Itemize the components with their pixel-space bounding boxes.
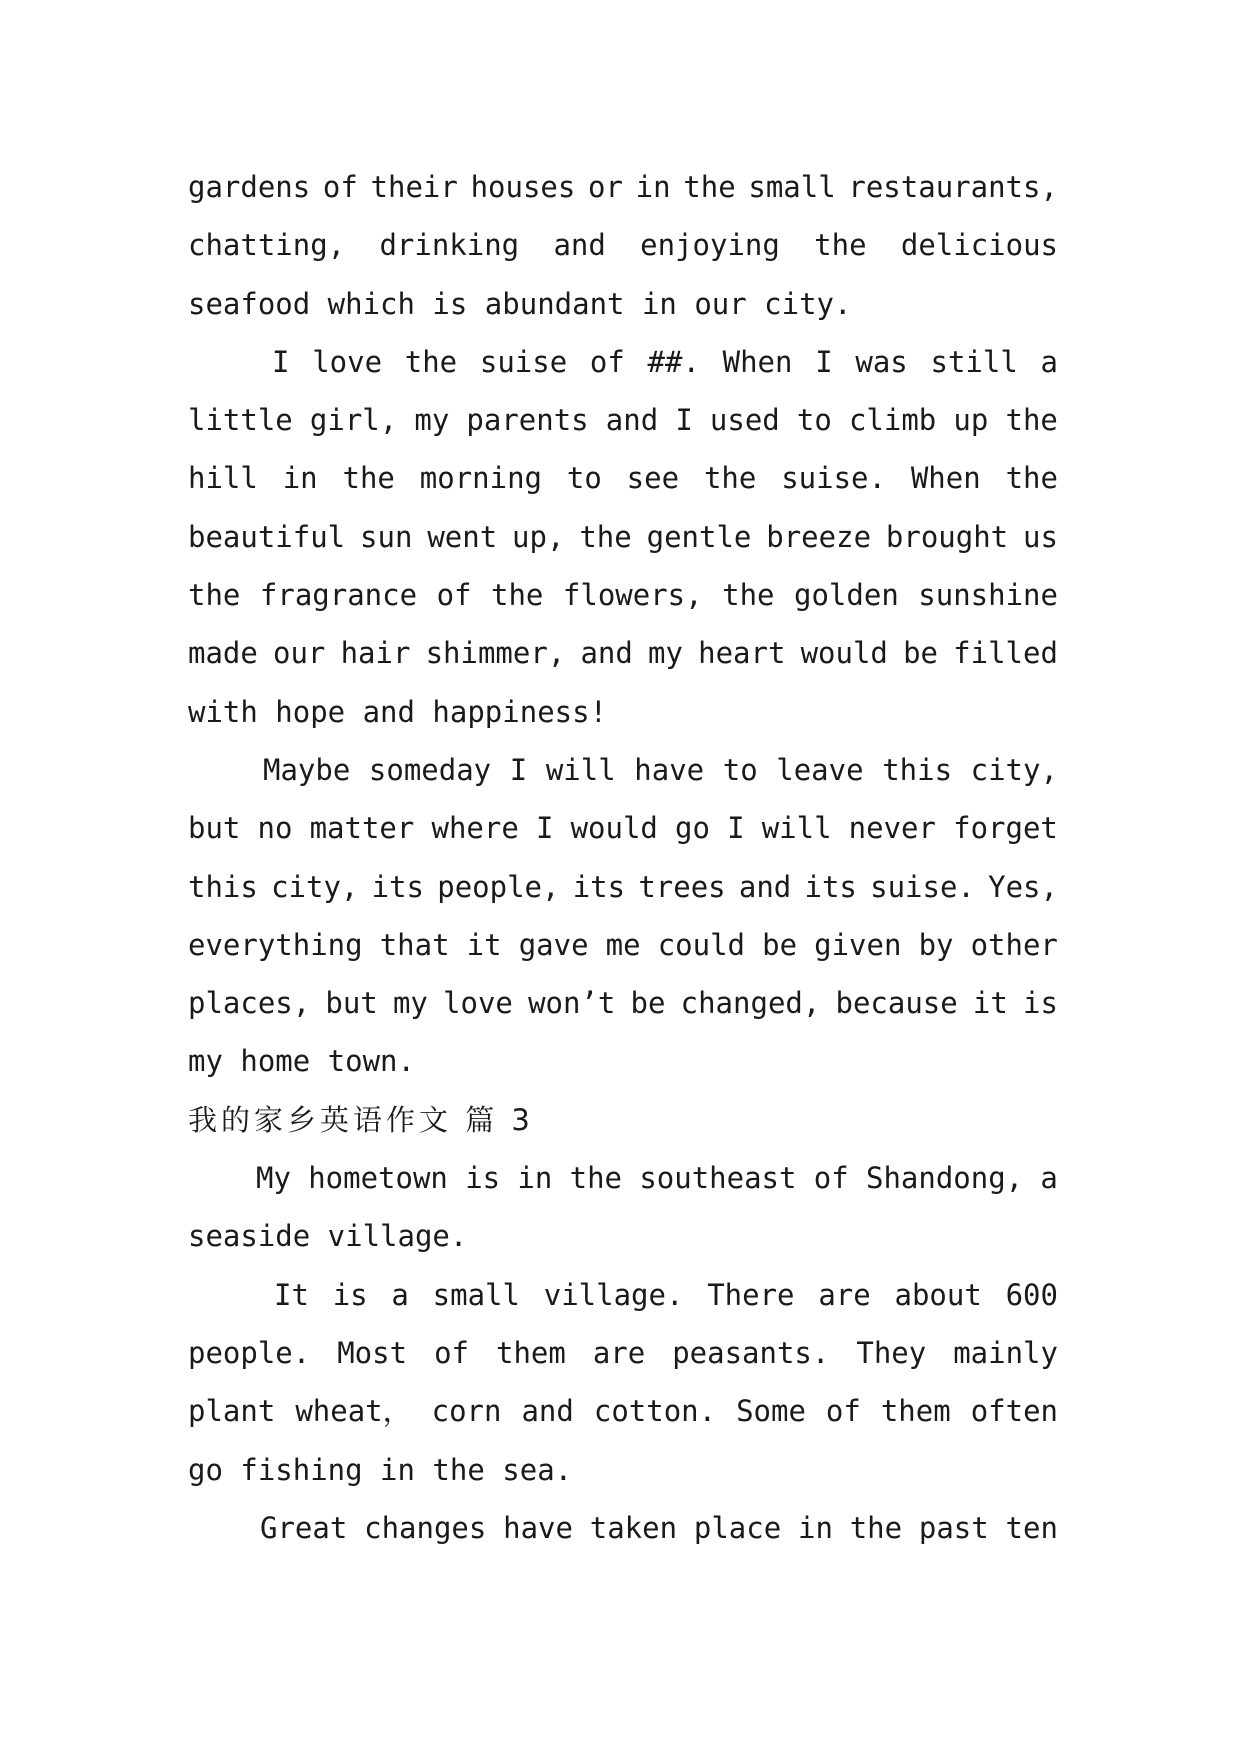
word: people. [188, 1335, 311, 1370]
word: in [517, 1161, 553, 1196]
text-line [188, 741, 1058, 799]
word: have [503, 1510, 573, 1545]
word: hair [340, 636, 411, 671]
word: a [1040, 1161, 1058, 1196]
word: could [657, 927, 745, 962]
word: Great [260, 1510, 348, 1545]
word: us [1023, 519, 1058, 554]
word: ten [1005, 1510, 1058, 1545]
word: the [579, 519, 632, 554]
word: Some [736, 1394, 806, 1429]
word: love [312, 344, 383, 379]
word: mainly [953, 1335, 1058, 1370]
word: girl, [309, 403, 398, 438]
word: never [848, 811, 936, 846]
word: and [605, 403, 659, 438]
word: suise. [781, 461, 886, 496]
word: Most [337, 1335, 408, 1370]
text-line [188, 974, 1058, 1032]
word: fragrance [259, 578, 418, 613]
text-line: go fishing in the sea. [188, 1452, 573, 1487]
word: taken [589, 1510, 678, 1545]
word: to [722, 752, 758, 787]
word: it [972, 986, 1008, 1021]
word: will [545, 752, 616, 787]
word: heart [698, 636, 786, 671]
word: Shandong, [865, 1161, 1024, 1196]
word: When [722, 344, 793, 379]
word: wheat， [295, 1394, 412, 1429]
text-line [188, 916, 1058, 974]
text-line: with hope and happiness! [188, 694, 608, 729]
word: someday [368, 752, 492, 787]
word: plant [188, 1394, 276, 1429]
word: There [707, 1277, 795, 1312]
word: little [188, 403, 293, 438]
word: the [683, 170, 736, 204]
word: village. [543, 1277, 684, 1312]
word: and [521, 1394, 574, 1429]
word: golden [794, 578, 899, 613]
word: and [580, 636, 633, 671]
text-line [188, 799, 1058, 857]
word: but [188, 811, 241, 846]
word: of [589, 344, 625, 379]
word: in [635, 170, 671, 204]
word: often [970, 1394, 1058, 1429]
word: restaurants, [848, 170, 1058, 204]
word: breeze [766, 519, 872, 554]
word: still [930, 344, 1018, 379]
word: everything [188, 927, 363, 962]
word: gentle [646, 519, 752, 554]
word: the [404, 344, 458, 379]
word: is [1022, 986, 1058, 1021]
word: changed, [680, 986, 821, 1021]
word: beautiful [188, 519, 346, 554]
word: I [509, 752, 528, 787]
text-line [188, 858, 1058, 916]
word: flowers, [562, 578, 703, 613]
word: leave [776, 752, 864, 787]
word: sunshine [918, 578, 1058, 613]
word: about [894, 1277, 982, 1312]
word: my [392, 986, 428, 1021]
word: enjoying [640, 228, 780, 263]
word: drinking [379, 228, 520, 263]
word: them [880, 1394, 951, 1429]
word: this [188, 869, 258, 904]
word: I [815, 344, 833, 379]
word: suise [479, 344, 568, 379]
word: trees [638, 869, 726, 904]
word: the [722, 578, 775, 613]
word: that [379, 927, 450, 962]
word: them [495, 1335, 566, 1370]
word: It [274, 1277, 309, 1312]
word: filled [953, 636, 1058, 671]
word: cotton. [593, 1394, 717, 1429]
word: the [1005, 403, 1058, 438]
word: in [797, 1510, 833, 1545]
text-line [188, 1499, 1058, 1557]
text-line [188, 449, 1058, 507]
word: peasants. [672, 1335, 830, 1370]
word: and [738, 869, 792, 904]
word: the [342, 461, 395, 496]
text-line [188, 216, 1058, 274]
word: the [188, 578, 241, 613]
text-line [188, 1149, 1058, 1207]
text-line [188, 566, 1058, 624]
word: up, [512, 519, 565, 554]
word: to [566, 461, 602, 496]
word: shimmer, [425, 636, 566, 671]
word: and [553, 228, 606, 263]
word: suise. [870, 869, 975, 904]
word: delicious [900, 228, 1058, 263]
word: city, [970, 752, 1058, 787]
word: used [709, 403, 780, 438]
word: past [918, 1510, 989, 1545]
word: to [796, 403, 832, 438]
word: Maybe [263, 752, 351, 787]
word: our [273, 636, 326, 671]
word: I [727, 811, 745, 846]
word: 600 [1005, 1277, 1058, 1312]
text-line [188, 391, 1058, 449]
text-line [188, 624, 1058, 682]
word: went [427, 519, 498, 554]
word: is [332, 1277, 368, 1312]
word: or [588, 170, 623, 204]
word: see [626, 461, 680, 496]
text-line: seafood which is abundant in our city. [188, 286, 852, 321]
word: houses [470, 170, 576, 204]
text-line [188, 1266, 1058, 1324]
word: people, [437, 869, 560, 904]
word: my [648, 636, 683, 671]
word: are [818, 1277, 871, 1312]
word: ##. [647, 344, 700, 379]
word: would [800, 636, 888, 671]
word: sun [360, 519, 413, 554]
word: chatting, [188, 228, 346, 263]
word: made [188, 636, 258, 671]
word: be [903, 636, 938, 671]
word: climb [848, 403, 937, 438]
word: of [436, 578, 472, 613]
word: the [569, 1161, 623, 1196]
word: was [855, 344, 908, 379]
text-line [188, 1324, 1058, 1382]
word: city, [271, 869, 359, 904]
word: won’t [528, 986, 616, 1021]
section-heading: 我的家乡英语作文 篇 3 [188, 1102, 534, 1137]
word: in [282, 461, 318, 496]
word: forget [953, 811, 1058, 846]
word: of [825, 1394, 861, 1429]
word: love [443, 986, 513, 1021]
word: of [434, 1335, 469, 1370]
word: given [814, 927, 902, 962]
word: their [370, 170, 458, 204]
word: corn [431, 1394, 502, 1429]
word: where [431, 811, 519, 846]
word: place [693, 1510, 782, 1545]
text-line: my home town. [188, 1044, 415, 1079]
word: changes [364, 1510, 487, 1545]
word: will [761, 811, 832, 846]
word: up [953, 403, 989, 438]
word: matter [309, 811, 415, 846]
text-line [188, 333, 1058, 391]
word: would [570, 811, 658, 846]
word: but [325, 986, 378, 1021]
word: it [466, 927, 502, 962]
word: When [910, 461, 981, 496]
word: morning [419, 461, 542, 496]
text-line [188, 508, 1058, 566]
word: hometown [308, 1161, 448, 1196]
text-line [188, 158, 1058, 216]
word: parents [466, 403, 589, 438]
word: the [703, 461, 757, 496]
word: be [630, 986, 666, 1021]
word: gave [518, 927, 589, 962]
word: are [592, 1335, 646, 1370]
word: because [835, 986, 958, 1021]
word: its [572, 869, 626, 904]
word: go [675, 811, 710, 846]
word: this [882, 752, 953, 787]
text-line [188, 1382, 1058, 1440]
word: other [970, 927, 1058, 962]
word: brought [885, 519, 1009, 554]
word: is [465, 1161, 501, 1196]
word: southeast [639, 1161, 797, 1196]
word: have [634, 752, 705, 787]
word: Yes, [988, 869, 1058, 904]
word: a [391, 1277, 409, 1312]
word: small [748, 170, 836, 204]
word: I [535, 811, 554, 846]
word: of [813, 1161, 849, 1196]
text-line: seaside village. [188, 1219, 468, 1254]
word: the [849, 1510, 903, 1545]
word: no [257, 811, 293, 846]
word: its [371, 869, 425, 904]
word: hill [188, 461, 258, 496]
word: be [762, 927, 798, 962]
word: I [272, 344, 290, 379]
word: gardens [188, 170, 311, 204]
word: I [675, 403, 693, 438]
word: a [1040, 344, 1058, 379]
word: the [491, 578, 544, 613]
word: My [256, 1161, 291, 1196]
word: places, [188, 986, 311, 1021]
word: the [1005, 461, 1058, 496]
word: small [432, 1277, 520, 1312]
word: the [814, 228, 867, 263]
word: my [414, 403, 450, 438]
essay-text-body [188, 158, 1058, 1557]
word: me [605, 927, 641, 962]
word: its [804, 869, 857, 904]
word: of [322, 170, 358, 204]
word: They [856, 1335, 927, 1370]
word: by [918, 927, 954, 962]
